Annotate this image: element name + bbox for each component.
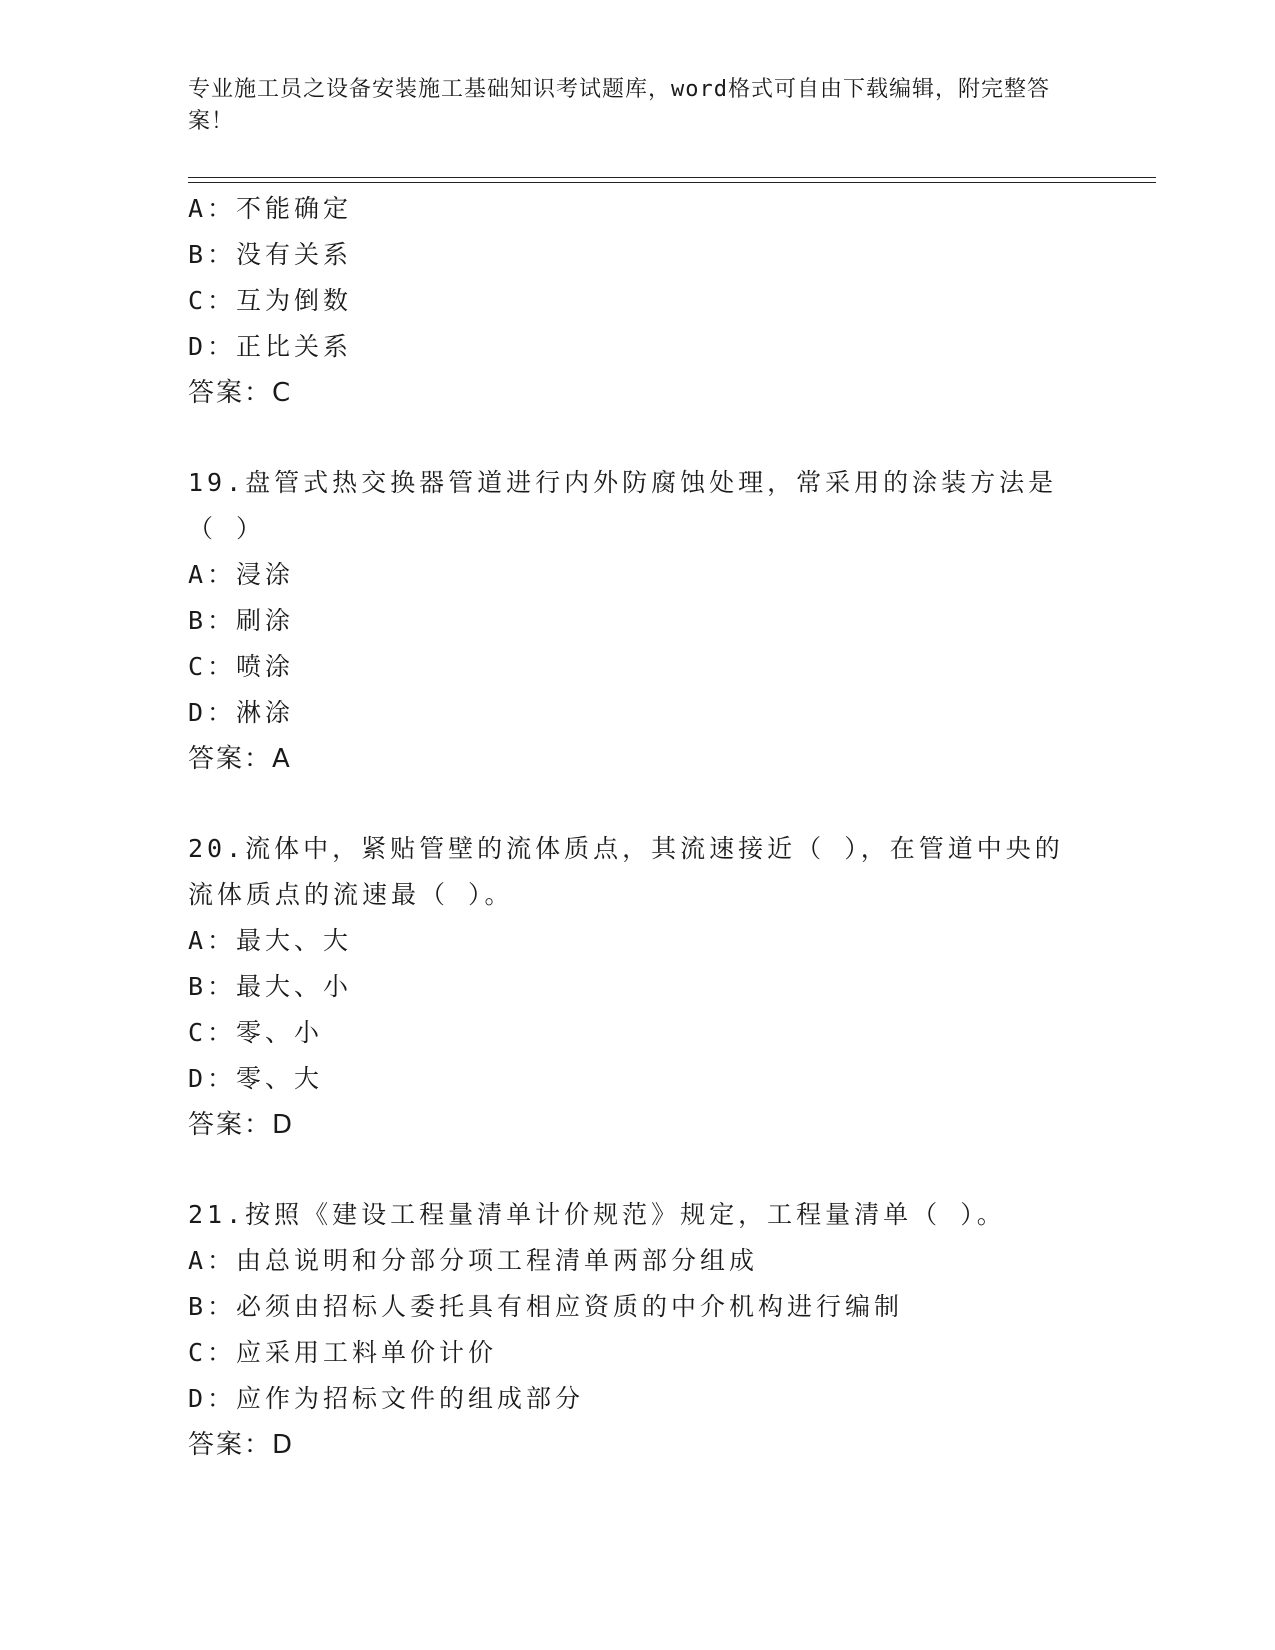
question-list [188, 186, 1088, 1468]
question-18-answer: 答案：C [188, 378, 293, 408]
question-21-text: 21.按照《建设工程量清单计价规范》规定，工程量清单（ ）。 [188, 1200, 1006, 1229]
spacer [188, 1148, 1088, 1192]
question-21-block [188, 1192, 1088, 1468]
document-header: 专业施工员之设备安装施工基础知识考试题库，word格式可自由下载编辑，附完整答案！ [188, 77, 1050, 134]
question-20-answer: 答案：D [188, 1110, 295, 1140]
question-18-option-a: A：不能确定 [188, 194, 353, 223]
question-20-option-b: B：最大、小 [188, 972, 353, 1001]
question-21-option-d: D：应作为招标文件的组成部分 [188, 1384, 585, 1413]
question-21-option-b: B：必须由招标人委托具有相应资质的中介机构进行编制 [188, 1292, 904, 1321]
question-20-block [188, 826, 1088, 1148]
question-19-option-a: A：浸涂 [188, 560, 295, 589]
question-19-answer: 答案：A [188, 744, 292, 774]
question-21-option-a: A：由总说明和分部分项工程清单两部分组成 [188, 1246, 759, 1275]
question-20-option-d: D：零、大 [188, 1064, 324, 1093]
question-19-option-b: B：刷涂 [188, 606, 295, 635]
question-19-option-d: D：淋涂 [188, 698, 295, 727]
header-divider-bottom [188, 182, 1156, 183]
question-18-option-b: B：没有关系 [188, 240, 353, 269]
question-20-option-c: C：零、小 [188, 1018, 324, 1047]
question-19-option-c: C：喷涂 [188, 652, 295, 681]
spacer [188, 782, 1088, 826]
question-21-answer: 答案：D [188, 1430, 295, 1460]
question-18-block [188, 186, 1088, 416]
question-20-option-a: A：最大、大 [188, 926, 353, 955]
question-19-text: 19.盘管式热交换器管道进行内外防腐蚀处理，常采用的涂装方法是（ ） [188, 468, 1058, 543]
header-divider-top [188, 177, 1156, 178]
question-18-option-c: C：互为倒数 [188, 286, 353, 315]
question-21-option-c: C：应采用工料单价计价 [188, 1338, 498, 1367]
spacer [188, 416, 1088, 460]
question-18-option-d: D：正比关系 [188, 332, 353, 361]
question-19-block [188, 460, 1088, 782]
question-20-text: 20.流体中，紧贴管壁的流体质点，其流速接近（ ），在管道中央的流体质点的流速最（ ）。 [188, 834, 1064, 909]
